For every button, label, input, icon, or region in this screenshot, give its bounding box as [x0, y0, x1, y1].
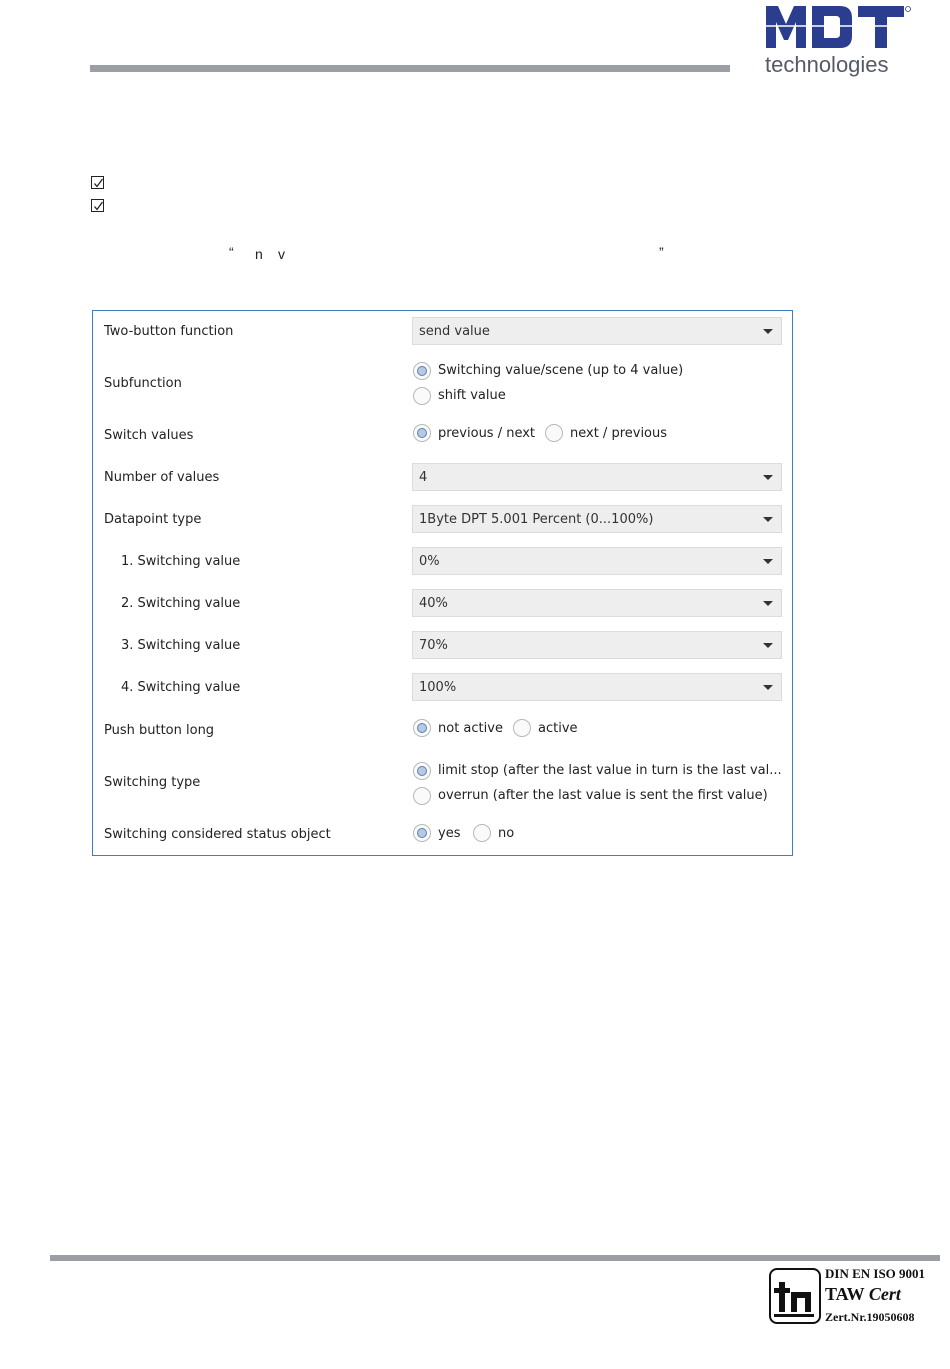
push-button-long-option-label: active — [538, 721, 578, 736]
switching-type-option-label: limit stop (after the last value in turn is the last val... — [438, 763, 782, 778]
datapoint-type-dropdown[interactable] — [412, 505, 782, 533]
dropdown-value: 0% — [419, 554, 440, 569]
parameter-panel — [92, 310, 793, 856]
status-object-radio-yes[interactable] — [413, 824, 431, 842]
switching-type-radio-limit-stop[interactable] — [413, 762, 431, 780]
subfunction-radio-switching-value[interactable] — [413, 362, 431, 380]
switching-value-3-label: 3. Switching value — [121, 638, 241, 653]
cert-number: Zert.Nr.19050608 — [825, 1310, 915, 1324]
certification-badge — [769, 1266, 945, 1326]
push-button-long-radio-not-active[interactable] — [413, 719, 431, 737]
switching-type-option-label: overrun (after the last value is sent the first value) — [438, 788, 768, 803]
switching-value-1-label: 1. Switching value — [121, 554, 241, 569]
switch-values-option-label: previous / next — [438, 426, 536, 441]
open-quote: “ — [229, 244, 234, 260]
checkbox-icon — [91, 199, 104, 212]
dropdown-value: 4 — [419, 470, 428, 485]
two-button-function-dropdown[interactable] — [412, 317, 782, 345]
switching-value-4-label: 4. Switching value — [121, 680, 241, 695]
cert-name — [825, 1284, 901, 1305]
text-fragment-v: v — [278, 246, 285, 262]
taw-cert-mark-icon — [771, 1270, 819, 1322]
push-button-long-label: Push button long — [104, 723, 215, 738]
chevron-down-icon — [763, 475, 773, 480]
checkbox-icon — [91, 176, 104, 189]
switching-value-1-dropdown[interactable] — [412, 547, 782, 575]
dropdown-value: 1Byte DPT 5.001 Percent (0...100%) — [419, 512, 654, 527]
cert-name-taw: TAW — [825, 1284, 869, 1304]
switching-value-3-dropdown[interactable] — [412, 631, 782, 659]
two-button-function-label: Two-button function — [104, 324, 234, 339]
status-object-option-label: yes — [438, 826, 461, 841]
logo-wordmark: technologies — [765, 52, 889, 77]
dropdown-value: 40% — [419, 596, 448, 611]
switching-type-radio-overrun[interactable] — [413, 787, 431, 805]
push-button-long-option-label: not active — [438, 721, 503, 736]
subfunction-radio-shift-value[interactable] — [413, 387, 431, 405]
switch-values-radio-previous-next[interactable] — [413, 424, 431, 442]
chevron-down-icon — [763, 559, 773, 564]
cert-standard: DIN EN ISO 9001 — [825, 1266, 926, 1281]
switching-considered-status-object-label: Switching considered status object — [104, 827, 331, 842]
switching-value-2-label: 2. Switching value — [121, 596, 241, 611]
switching-type-label: Switching type — [104, 775, 201, 790]
switch-values-option-label: next / previous — [570, 426, 668, 441]
taw-cert-logo — [769, 1268, 821, 1324]
status-object-radio-no[interactable] — [473, 824, 491, 842]
number-of-values-dropdown[interactable] — [412, 463, 782, 491]
dropdown-value: 100% — [419, 680, 457, 695]
subfunction-option-label: Switching value/scene (up to 4 value) — [438, 363, 684, 378]
dropdown-value: send value — [419, 324, 490, 339]
subfunction-label: Subfunction — [104, 376, 182, 391]
chevron-down-icon — [763, 329, 773, 334]
datapoint-type-label: Datapoint type — [104, 512, 202, 527]
switching-value-4-dropdown[interactable] — [412, 673, 782, 701]
footer-rule — [50, 1255, 940, 1261]
header-rule — [90, 65, 730, 72]
text-fragment-n: n — [255, 246, 263, 262]
chevron-down-icon — [763, 685, 773, 690]
switch-values-radio-next-previous[interactable] — [545, 424, 563, 442]
number-of-values-label: Number of values — [104, 470, 220, 485]
switch-values-label: Switch values — [104, 428, 194, 443]
close-quote: ” — [659, 244, 664, 260]
chevron-down-icon — [763, 601, 773, 606]
subfunction-option-label: shift value — [438, 388, 506, 403]
chevron-down-icon — [763, 643, 773, 648]
push-button-long-radio-active[interactable] — [513, 719, 531, 737]
cert-name-cert: Cert — [868, 1284, 901, 1304]
chevron-down-icon — [763, 517, 773, 522]
dropdown-value: 70% — [419, 638, 448, 653]
status-object-option-label: no — [498, 826, 515, 841]
switching-value-2-dropdown[interactable] — [412, 589, 782, 617]
